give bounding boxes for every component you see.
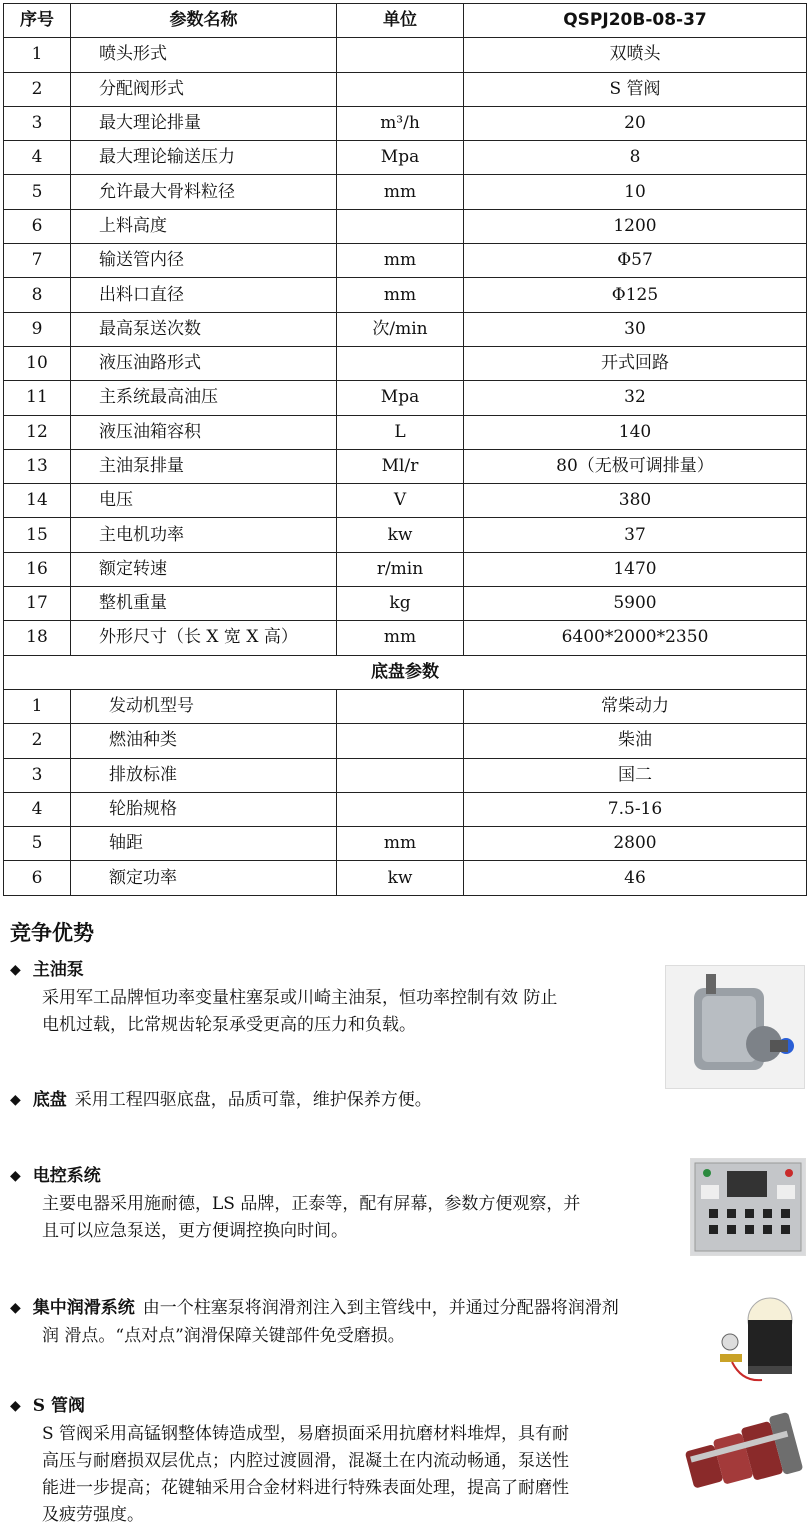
param-unit: L	[337, 415, 464, 449]
param-value: 80（无极可调排量）	[464, 449, 807, 483]
table-row	[4, 827, 807, 861]
diamond-bullet-icon: ◆	[10, 1168, 21, 1184]
header-name: 参数名称	[71, 4, 337, 38]
diamond-bullet-icon: ◆	[10, 1092, 21, 1108]
advantage-line: 高压与耐磨损双层优点；内腔过渡圆滑，混凝土在内流动畅通，泵送性	[42, 1451, 569, 1471]
table-row	[4, 621, 807, 655]
param-value: 8	[464, 141, 807, 175]
row-number: 15	[4, 518, 71, 552]
param-name: 主油泵排量	[71, 449, 337, 483]
spec-table	[3, 3, 807, 896]
param-name: 上料高度	[71, 209, 337, 243]
param-value: 5900	[464, 587, 807, 621]
param-unit	[337, 724, 464, 758]
table-row	[4, 278, 807, 312]
table-row	[4, 209, 807, 243]
table-row	[4, 415, 807, 449]
param-value: Φ125	[464, 278, 807, 312]
param-name: 轮胎规格	[71, 792, 337, 826]
s-valve-image	[682, 1407, 804, 1507]
param-unit: V	[337, 484, 464, 518]
advantage-line: 采用工程四驱底盘，品质可靠，维护保养方便。	[74, 1090, 432, 1110]
advantage-line: 电机过载，比常规齿轮泵承受更高的压力和负载。	[42, 1015, 416, 1035]
param-name: 出料口直径	[71, 278, 337, 312]
advantage-line: 采用军工品牌恒功率变量柱塞泵或川崎主油泵，恒功率控制有效 防止	[42, 988, 558, 1008]
param-name: 主电机功率	[71, 518, 337, 552]
row-number: 4	[4, 141, 71, 175]
param-unit: kg	[337, 587, 464, 621]
row-number: 6	[4, 861, 71, 895]
param-unit	[337, 209, 464, 243]
param-unit: Mpa	[337, 141, 464, 175]
param-value: 20	[464, 106, 807, 140]
param-name: 液压油路形式	[71, 346, 337, 380]
advantage-line: 且可以应急泵送，更方便调控换向时间。	[42, 1221, 348, 1241]
param-unit: m³/h	[337, 106, 464, 140]
param-value: 6400*2000*2350	[464, 621, 807, 655]
row-number: 8	[4, 278, 71, 312]
row-number: 12	[4, 415, 71, 449]
diamond-bullet-icon: ◆	[10, 1300, 21, 1316]
row-number: 11	[4, 381, 71, 415]
table-row	[4, 518, 807, 552]
param-value: 140	[464, 415, 807, 449]
param-value: Φ57	[464, 244, 807, 278]
param-name: 额定功率	[71, 861, 337, 895]
param-name: 最大理论输送压力	[71, 141, 337, 175]
lubrication-pump-image	[712, 1290, 804, 1388]
param-value: 国二	[464, 758, 807, 792]
table-row	[4, 758, 807, 792]
param-name: 最高泵送次数	[71, 312, 337, 346]
table-header-row	[4, 4, 807, 38]
param-unit: mm	[337, 278, 464, 312]
param-unit: kw	[337, 861, 464, 895]
row-number: 3	[4, 106, 71, 140]
param-unit	[337, 72, 464, 106]
advantage-line: 润 滑点。“点对点”润滑保障关键部件免受磨损。	[42, 1326, 405, 1346]
param-name: 输送管内径	[71, 244, 337, 278]
param-value: 柴油	[464, 724, 807, 758]
param-value: 30	[464, 312, 807, 346]
diamond-bullet-icon: ◆	[10, 1398, 21, 1414]
table-row	[4, 689, 807, 723]
param-value: 46	[464, 861, 807, 895]
param-name: 主系统最高油压	[71, 381, 337, 415]
table-row	[4, 381, 807, 415]
table-row	[4, 312, 807, 346]
table-row	[4, 552, 807, 586]
param-unit: mm	[337, 175, 464, 209]
param-value: 常柴动力	[464, 689, 807, 723]
param-name: 分配阀形式	[71, 72, 337, 106]
advantage-line: 由一个柱塞泵将润滑剂注入到主管线中，并通过分配器将润滑剂	[142, 1298, 619, 1318]
param-value: 7.5-16	[464, 792, 807, 826]
row-number: 1	[4, 38, 71, 72]
row-number: 17	[4, 587, 71, 621]
row-number: 2	[4, 724, 71, 758]
row-number: 13	[4, 449, 71, 483]
table-row	[4, 106, 807, 140]
header-model: QSPJ20B-08-37	[464, 4, 807, 38]
param-name: 最大理论排量	[71, 106, 337, 140]
param-name: 液压油箱容积	[71, 415, 337, 449]
advantage-heading: 底盘	[32, 1090, 67, 1110]
param-name: 电压	[71, 484, 337, 518]
param-unit	[337, 792, 464, 826]
param-name: 发动机型号	[71, 689, 337, 723]
param-unit: kw	[337, 518, 464, 552]
row-number: 10	[4, 346, 71, 380]
table-row	[4, 72, 807, 106]
row-number: 9	[4, 312, 71, 346]
param-unit	[337, 758, 464, 792]
param-unit: mm	[337, 244, 464, 278]
hydraulic-pump-image	[665, 965, 805, 1089]
table-row	[4, 724, 807, 758]
advantage-heading: S 管阀	[32, 1396, 85, 1416]
advantage-s-valve	[10, 1393, 670, 1529]
param-unit: r/min	[337, 552, 464, 586]
param-value: S 管阀	[464, 72, 807, 106]
advantage-heading: 主油泵	[32, 960, 84, 980]
table-row	[4, 587, 807, 621]
param-value: 1200	[464, 209, 807, 243]
table-row	[4, 449, 807, 483]
table-row	[4, 484, 807, 518]
row-number: 4	[4, 792, 71, 826]
advantage-line: 及疲劳强度。	[42, 1505, 144, 1525]
row-number: 1	[4, 689, 71, 723]
param-name: 额定转速	[71, 552, 337, 586]
advantages-title: 竞争优势	[10, 921, 94, 945]
row-number: 5	[4, 175, 71, 209]
advantage-line: S 管阀采用高锰钢整体铸造成型，易磨损面采用抗磨材料堆焊，具有耐	[42, 1424, 570, 1444]
row-number: 5	[4, 827, 71, 861]
param-unit: mm	[337, 621, 464, 655]
param-name: 轴距	[71, 827, 337, 861]
param-name: 允许最大骨料粒径	[71, 175, 337, 209]
param-name: 燃油种类	[71, 724, 337, 758]
control-panel-image	[690, 1158, 806, 1256]
param-value: 380	[464, 484, 807, 518]
diamond-bullet-icon: ◆	[10, 962, 21, 978]
row-number: 6	[4, 209, 71, 243]
advantage-chassis	[10, 1087, 800, 1115]
table-row	[4, 346, 807, 380]
header-unit: 单位	[337, 4, 464, 38]
param-value: 1470	[464, 552, 807, 586]
row-number: 16	[4, 552, 71, 586]
param-unit	[337, 689, 464, 723]
param-value: 开式回路	[464, 346, 807, 380]
param-value: 10	[464, 175, 807, 209]
row-number: 18	[4, 621, 71, 655]
row-number: 7	[4, 244, 71, 278]
advantage-line: 主要电器采用施耐德，LS 品牌，正泰等，配有屏幕，参数方便观察，并	[42, 1194, 581, 1214]
advantage-main-pump	[10, 957, 660, 1039]
param-unit: mm	[337, 827, 464, 861]
param-unit	[337, 38, 464, 72]
param-value: 2800	[464, 827, 807, 861]
table-row	[4, 792, 807, 826]
param-value: 双喷头	[464, 38, 807, 72]
param-name: 外形尺寸（长 X 宽 X 高）	[71, 621, 337, 655]
advantage-heading: 电控系统	[32, 1166, 101, 1186]
table-row	[4, 861, 807, 895]
param-name: 喷头形式	[71, 38, 337, 72]
advantage-line: 能进一步提高；花键轴采用合金材料进行特殊表面处理，提高了耐磨性	[42, 1478, 569, 1498]
chassis-section-row	[4, 655, 807, 689]
chassis-section-header: 底盘参数	[4, 655, 807, 689]
row-number: 14	[4, 484, 71, 518]
param-name: 整机重量	[71, 587, 337, 621]
advantage-lubrication	[10, 1295, 715, 1350]
param-unit	[337, 346, 464, 380]
param-unit: 次/min	[337, 312, 464, 346]
table-row	[4, 141, 807, 175]
param-unit: Ml/r	[337, 449, 464, 483]
param-unit: Mpa	[337, 381, 464, 415]
header-no: 序号	[4, 4, 71, 38]
row-number: 3	[4, 758, 71, 792]
advantage-heading: 集中润滑系统	[32, 1298, 135, 1318]
table-row	[4, 244, 807, 278]
advantage-electric-control	[10, 1163, 680, 1245]
table-row	[4, 175, 807, 209]
row-number: 2	[4, 72, 71, 106]
param-name: 排放标准	[71, 758, 337, 792]
param-value: 32	[464, 381, 807, 415]
param-value: 37	[464, 518, 807, 552]
table-row	[4, 38, 807, 72]
